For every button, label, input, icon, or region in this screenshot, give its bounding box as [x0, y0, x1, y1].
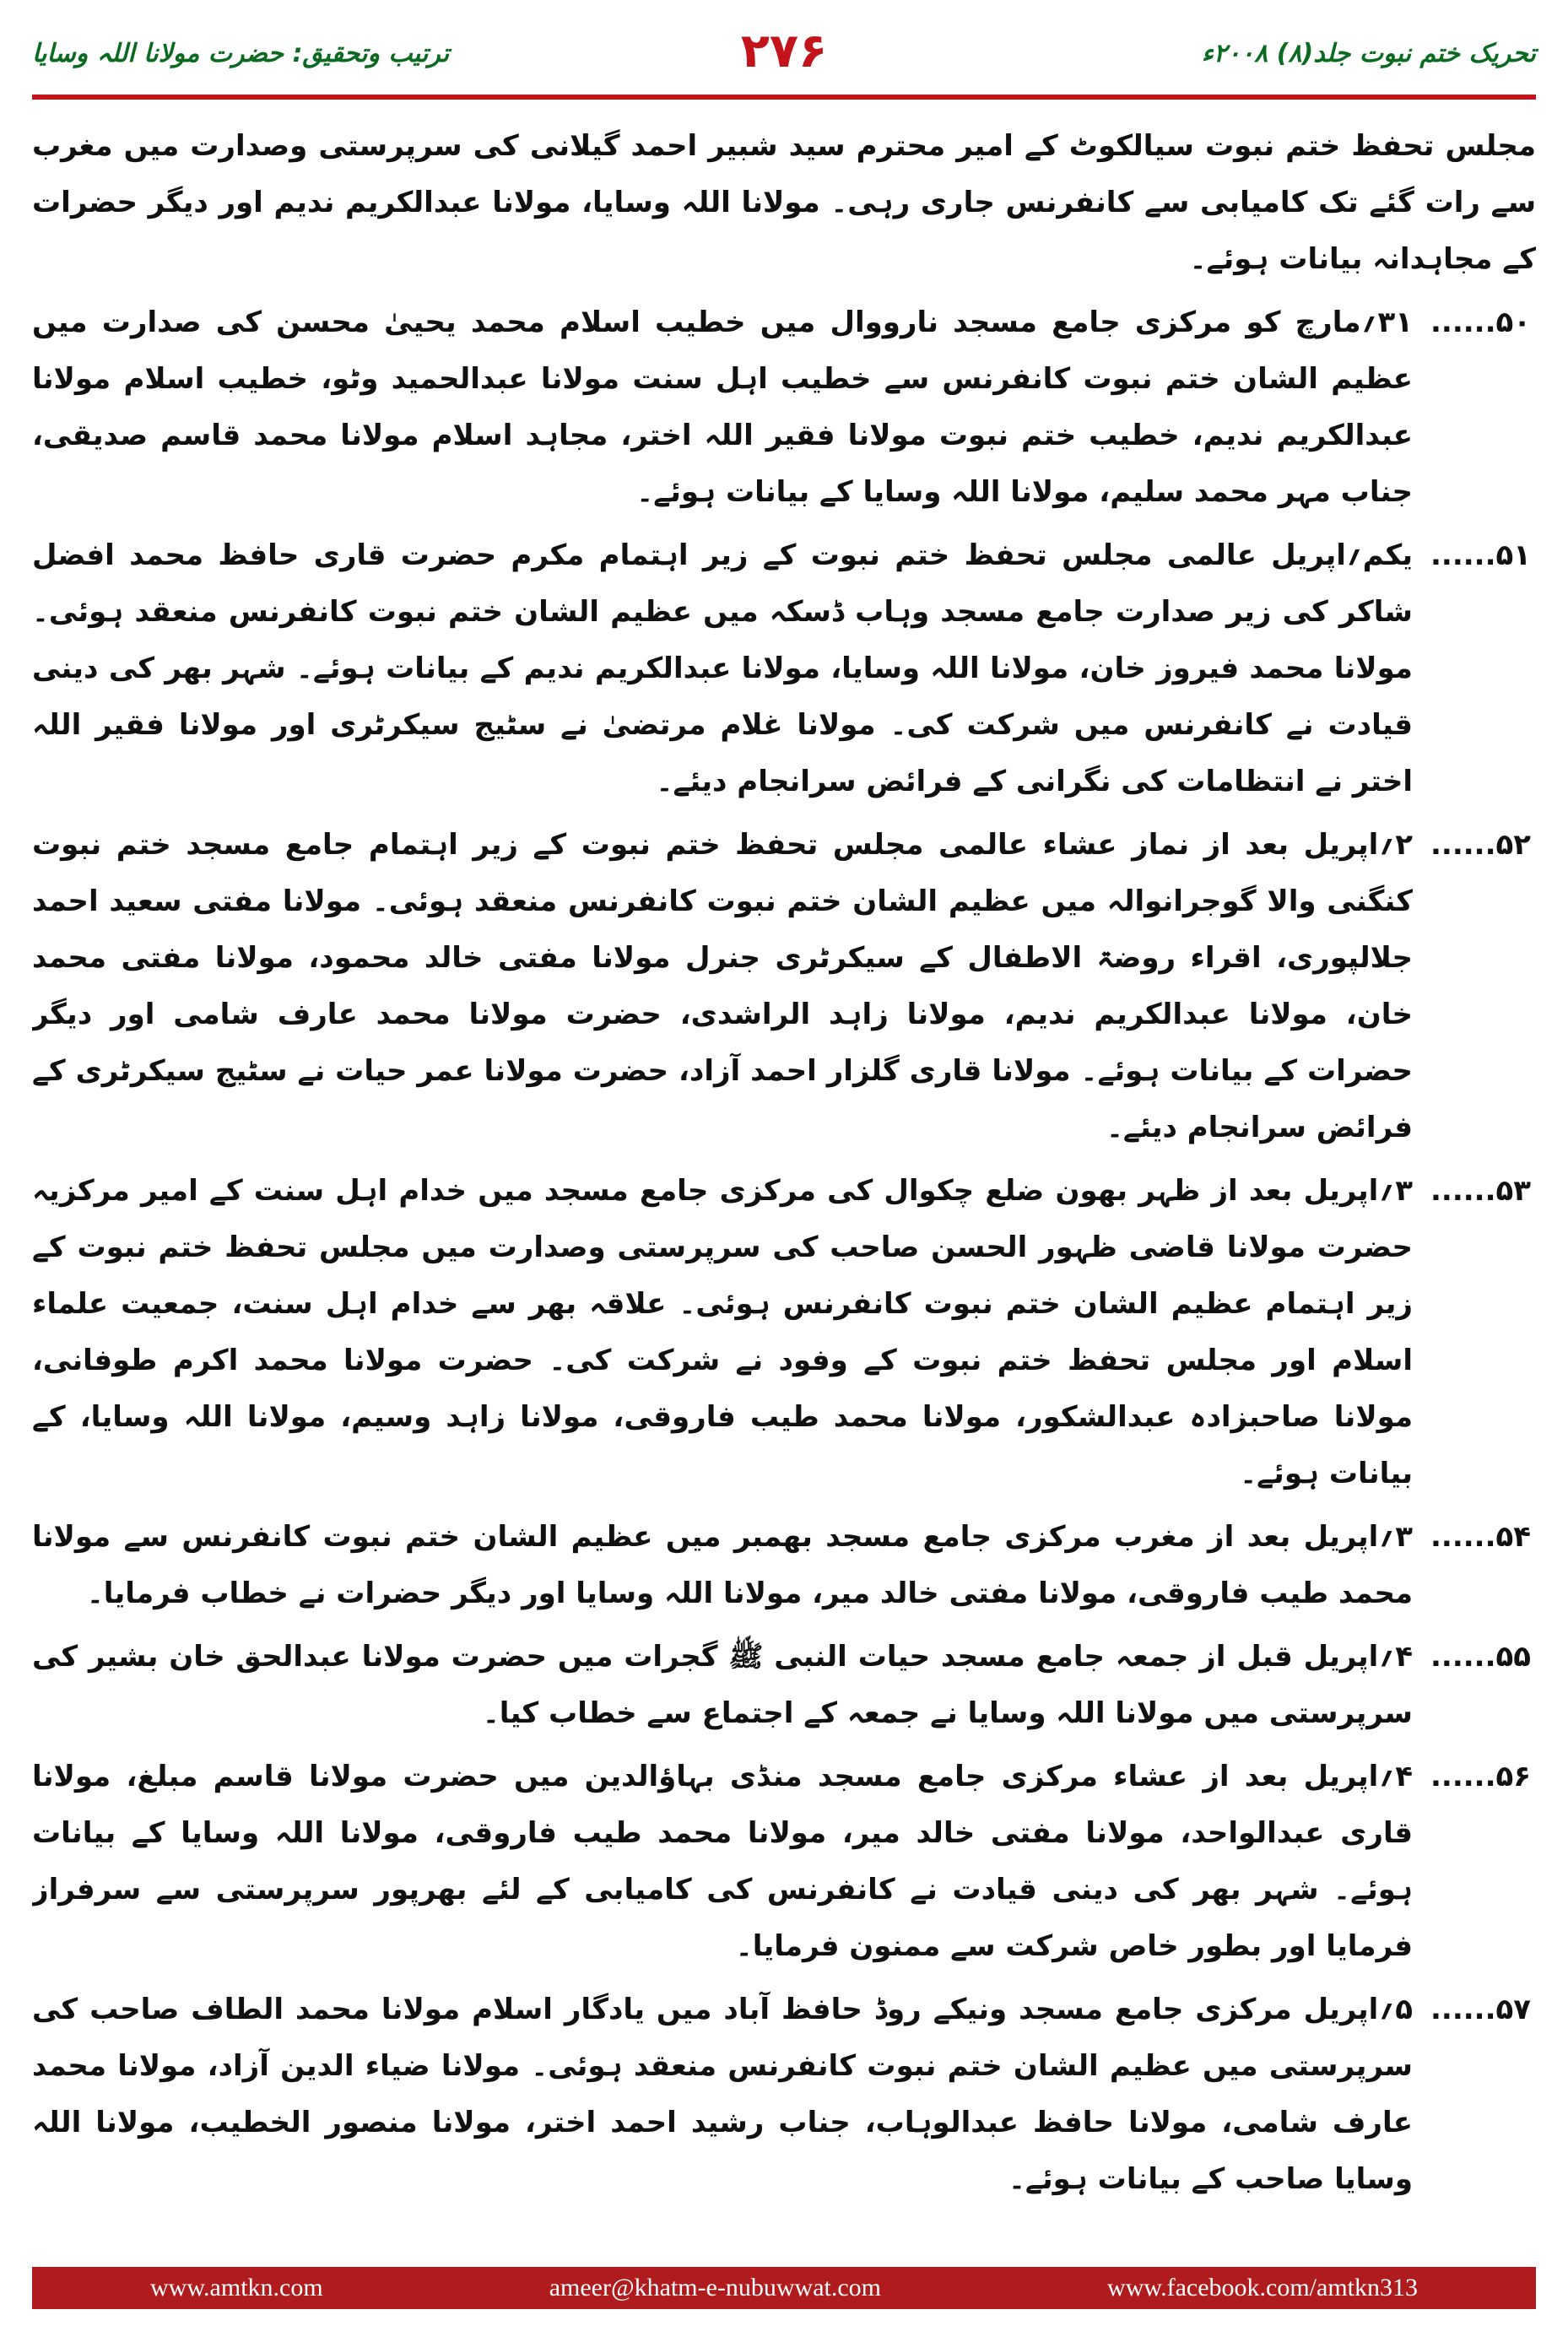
list-item: [32, 1163, 1536, 1502]
entry-number: ۵۴......: [1430, 1520, 1531, 1554]
page-body: [32, 118, 1536, 2220]
entry-text: ۳؍اپریل بعد از مغرب مرکزی جامع مسجد بھمبر میں عظیم الشان ختم نبوت کانفرنس سے مولانا محمد طیب فاروقی، مولانا مفتی خالد میر، مولانا اللہ وسایا اور دیگر حضرات نے خطاب فرمایا۔: [32, 1520, 1413, 1610]
list-item: [32, 817, 1536, 1156]
page-header: [32, 24, 1536, 83]
footer-email-link[interactable]: ameer@khatm-e-nubuwwat.com: [549, 2274, 882, 2301]
entry-number: ۵۵......: [1430, 1640, 1531, 1674]
entry-number: ۵۷......: [1430, 1993, 1531, 2026]
entry-text: ۳۱؍مارچ کو مرکزی جامع مسجد نارووال میں خطیب اسلام محمد یحییٰ محسن کی صدارت میں عظیم الشان ختم نبوت کانفرنس سے خطیب اہل سنت مولانا عبدالحمید وٹو، خطیب اسلام مولانا عبدالکریم ندیم، خطیب ختم نبوت مولانا فقیر اللہ اختر، مجاہد اسلام مولانا محمد قاسم صدیقی، جناب مہر محمد سلیم، مولانا اللہ وسایا کے بیانات ہوئے۔: [32, 306, 1413, 509]
entry-number: ۵۶......: [1430, 1760, 1531, 1793]
entry-number: ۵۱......: [1430, 538, 1531, 572]
entry-text: ۴؍اپریل قبل از جمعہ جامع مسجد حیات النبی ﷺ گجرات میں حضرت مولانا عبدالحق خان بشیر کی سرپرستی میں مولانا اللہ وسایا نے جمعہ کے اجتماع سے خطاب کیا۔: [32, 1640, 1413, 1730]
entry-text: یکم؍اپریل عالمی مجلس تحفظ ختم نبوت کے زیر اہتمام مکرم حضرت قاری حافظ محمد افضل شاکر کی زیر صدارت جامع مسجد وہاب ڈسکہ میں عظیم الشان ختم نبوت کانفرنس منعقد ہوئی۔ مولانا محمد فیروز خان، مولانا اللہ وسایا، مولانا عبدالکریم ندیم کے بیانات ہوئے۔ شہر بھر کی دینی قیادت نے کانفرنس میں شرکت کی۔ مولانا غلام مرتضیٰ نے سٹیج سیکرٹری اور مولانا فقیر اللہ اختر نے انتظامات کی نگرانی کے فرائض سرانجام دیئے۔: [32, 538, 1413, 798]
footer-facebook-link[interactable]: www.facebook.com/amtkn313: [1107, 2274, 1418, 2301]
list-item: [32, 1509, 1536, 1622]
list-item: [32, 527, 1536, 810]
list-item: [32, 1982, 1536, 2208]
entry-number: ۵۰......: [1430, 306, 1531, 339]
list-item: [32, 1749, 1536, 1975]
list-item: [32, 295, 1536, 521]
header-editor-credit: ترتیب وتحقیق: حضرت مولانا اللہ وسایا: [32, 38, 450, 68]
entry-number: ۵۳......: [1430, 1174, 1531, 1208]
list-item: [32, 1629, 1536, 1742]
header-book-title: تحریک ختم نبوت جلد(۸) ۲۰۰۸ء: [1201, 38, 1536, 68]
page-footer: [32, 2267, 1536, 2309]
entry-number: ۵۲......: [1430, 828, 1531, 862]
page-number: ۲۷۶: [740, 24, 828, 78]
lead-paragraph: مجلس تحفظ ختم نبوت سیالکوٹ کے امیر محترم سید شبیر احمد گیلانی کی سرپرستی وصدارت میں مغرب سے رات گئے تک کامیابی سے کانفرنس جاری رہی۔ مولانا اللہ وسایا، مولانا عبدالکریم ندیم اور دیگر حضرات کے مجاہدانہ بیانات ہوئے۔: [32, 129, 1536, 276]
entry-text: ۴؍اپریل بعد از عشاء مرکزی جامع مسجد منڈی بہاؤالدین میں حضرت مولانا قاسم مبلغ، مولانا قاری عبدالواحد، مولانا مفتی خالد میر، مولانا محمد طیب فاروقی، مولانا اللہ وسایا کے بیانات ہوئے۔ شہر بھر کی دینی قیادت نے کانفرنس کی کامیابی کے لئے بھرپور سرپرستی سے سرفراز فرمایا اور بطور خاص شرکت سے ممنون فرمایا۔: [32, 1760, 1413, 1963]
entry-text: ۳؍اپریل بعد از ظہر بھون ضلع چکوال کی مرکزی جامع مسجد میں خدام اہل سنت کے امیر مرکزیہ حضرت مولانا قاضی ظہور الحسن صاحب کی سرپرستی وصدارت میں مجلس تحفظ ختم نبوت کے زیر اہتمام عظیم الشان ختم نبوت کانفرنس ہوئی۔ علاقہ بھر سے خدام اہل سنت، جمعیت علماء اسلام اور مجلس تحفظ ختم نبوت کے وفود نے شرکت کی۔ حضرت مولانا محمد اکرم طوفانی، مولانا صاحبزادہ عبدالشکور، مولانا محمد طیب فاروقی، مولانا زاہد وسیم، مولانا اللہ وسایا، کے بیانات ہوئے۔: [32, 1174, 1413, 1490]
entry-text: ۵؍اپریل مرکزی جامع مسجد ونیکے روڈ حافظ آباد میں یادگار اسلام مولانا محمد الطاف صاحب کی سرپرستی میں عظیم الشان ختم نبوت کانفرنس منعقد ہوئی۔ مولانا ضیاء الدین آزاد، مولانا محمد عارف شامی، مولانا حافظ عبدالوہاب، جناب رشید احمد اختر، مولانا منصور الخطیب، مولانا اللہ وسایا صاحب کے بیانات ہوئے۔: [32, 1993, 1413, 2196]
footer-website-link[interactable]: www.amtkn.com: [150, 2274, 323, 2301]
entry-text: ۲؍اپریل بعد از نماز عشاء عالمی مجلس تحفظ ختم نبوت کے زیر اہتمام جامع مسجد ختم نبوت کنگنی والا گوجرانوالہ میں عظیم الشان ختم نبوت کانفرنس منعقد ہوئی۔ مولانا مفتی سعید احمد جلالپوری، اقراء روضۃ الاطفال کے سیکرٹری جنرل مولانا مفتی خالد محمود، مولانا مفتی محمد خان، مولانا عبدالکریم ندیم، مولانا زاہد الراشدی، حضرت مولانا محمد عارف شامی اور دیگر حضرات کے بیانات ہوئے۔ مولانا قاری گلزار احمد آزاد، حضرت مولانا عمر حیات نے سٹیج سیکرٹری کے فرائض سرانجام دیئے۔: [32, 828, 1413, 1144]
header-divider: [32, 95, 1536, 100]
